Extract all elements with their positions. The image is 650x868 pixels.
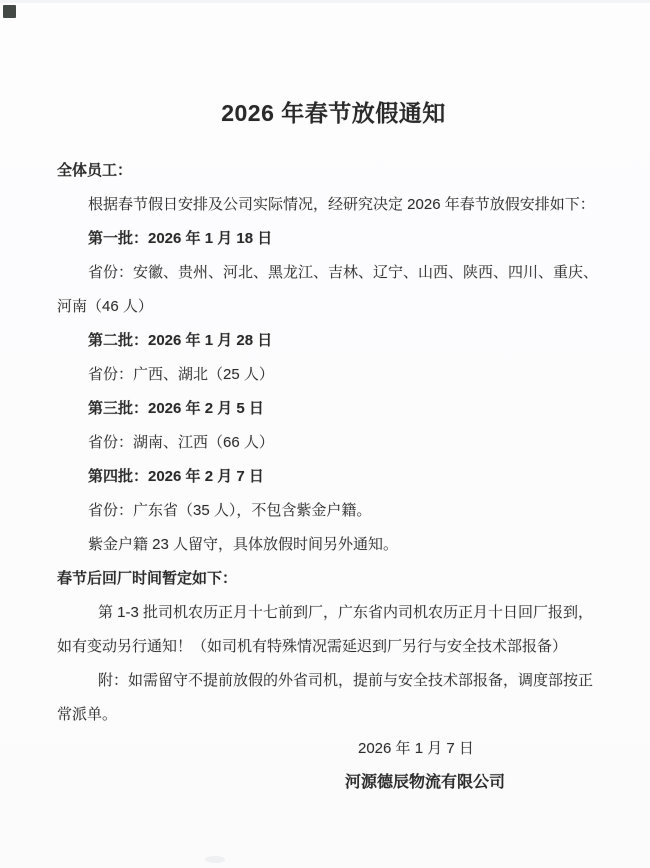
batch4-provinces: 省份：广东省（35 人），不包含紫金户籍。 xyxy=(88,502,372,519)
batch4-heading: 第四批：2026 年 2 月 7 日 xyxy=(88,468,264,485)
return-para2-line1: 附：如需留守不提前放假的外省司机，提前与安全技术部报备，调度部按正 xyxy=(98,672,594,689)
corner-mark xyxy=(3,5,16,18)
batch1-provinces-line2: 河南（46 人） xyxy=(57,298,153,315)
notice-body xyxy=(57,154,610,800)
batch3-provinces: 省份：湖南、江西（66 人） xyxy=(88,434,274,451)
return-para1-line2: 如有变动另行通知！（如司机有特殊情况需延迟到厂另行与安全技术部报备） xyxy=(57,638,568,655)
salutation: 全体员工： xyxy=(57,162,133,179)
batch1-provinces-line1: 省份：安徽、贵州、河北、黑龙江、吉林、辽宁、山西、陕西、四川、重庆、 xyxy=(88,264,599,281)
batch2-heading: 第二批：2026 年 1 月 28 日 xyxy=(88,332,273,349)
return-section-heading: 春节后回厂时间暂定如下： xyxy=(57,570,238,587)
batch3-heading: 第三批：2026 年 2 月 5 日 xyxy=(88,400,264,417)
scan-smudge xyxy=(205,856,225,863)
batch4-note: 紫金户籍 23 人留守，具体放假时间另外通知。 xyxy=(88,536,399,553)
return-para2-line2: 常派单。 xyxy=(57,706,118,723)
batch2-provinces: 省份：广西、湖北（25 人） xyxy=(88,366,274,383)
intro-line: 根据春节假日安排及公司实际情况，经研究决定 2026 年春节放假安排如下： xyxy=(88,196,595,213)
return-para1-line1: 第 1-3 批司机农历正月十七前到厂，广东省内司机农历正月十日回厂报到， xyxy=(98,604,594,621)
page-top-edge xyxy=(0,0,650,3)
batch1-heading: 第一批：2026 年 1 月 18 日 xyxy=(88,230,273,247)
notice-date: 2026 年 1 月 7 日 xyxy=(358,740,474,757)
company-signature: 河源德辰物流有限公司 xyxy=(345,774,506,791)
notice-title: 2026 年春节放假通知 xyxy=(221,100,446,126)
